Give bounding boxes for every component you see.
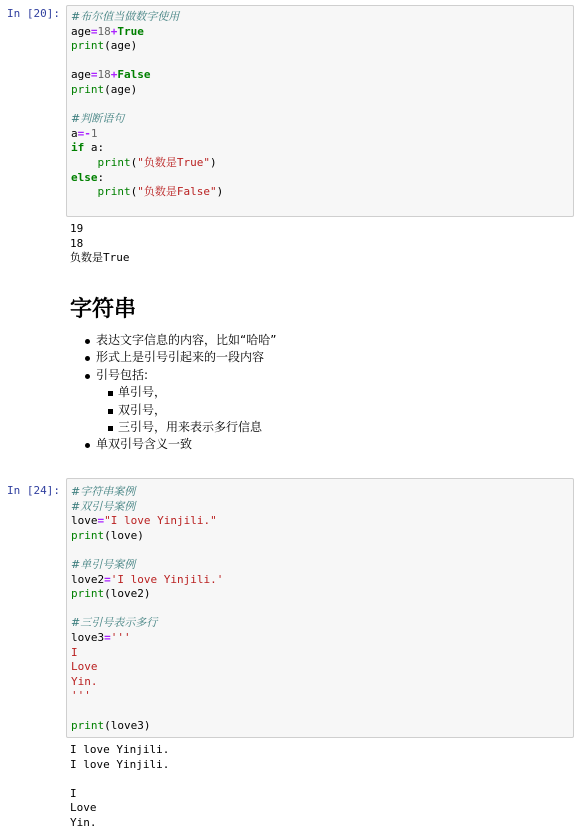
- code-line: [71, 543, 569, 558]
- code-token: love2: [71, 572, 105, 586]
- code-line: [71, 573, 569, 588]
- code-token: love: [71, 514, 98, 528]
- bullet-list: [70, 332, 276, 454]
- code-token: +: [110, 68, 118, 82]
- code-token: print: [71, 39, 105, 53]
- cell-output: [70, 222, 130, 266]
- code-line: [71, 112, 569, 127]
- list-item: 双引号，: [70, 402, 276, 419]
- markdown-cell: [70, 296, 276, 454]
- code-token: if: [71, 141, 85, 155]
- code-line: [71, 616, 569, 631]
- code-line: [71, 98, 569, 113]
- code-token: (love): [104, 528, 144, 542]
- code-line: [71, 587, 569, 602]
- code-token: "I love Yinjili.": [104, 514, 217, 528]
- code-line: [71, 25, 569, 40]
- code-token: #布尔值当做数字使用: [71, 10, 180, 23]
- code-token: =: [104, 572, 111, 586]
- output-line: Yin.: [70, 815, 97, 829]
- list-item: 单双引号含义一致: [70, 436, 276, 453]
- cell-prompt: In [24]:: [7, 484, 60, 497]
- code-token: print: [71, 587, 105, 601]
- code-token: I: [71, 645, 78, 659]
- code-line: [71, 602, 569, 617]
- code-input-area[interactable]: [66, 478, 574, 738]
- code-token: "负数是True": [137, 155, 210, 169]
- output-line: 负数是True: [70, 251, 130, 265]
- code-line: [71, 185, 569, 200]
- list-item: 三引号，用来表示多行信息: [70, 419, 276, 436]
- code-token: 18: [97, 24, 111, 38]
- code-line: [71, 10, 569, 25]
- code-token: else: [71, 170, 98, 184]
- code-token: a: [71, 126, 78, 140]
- code-line: [71, 500, 569, 515]
- code-line: [71, 39, 569, 54]
- list-item: 引号包括:: [70, 367, 276, 384]
- code-token: =: [90, 68, 98, 82]
- code-token: False: [117, 68, 151, 82]
- code-line: [71, 529, 569, 544]
- code-line: [71, 127, 569, 142]
- code-token: #判断语句: [71, 112, 125, 126]
- code-token: (love2): [104, 587, 151, 601]
- code-token: =-: [77, 126, 91, 140]
- code-token: [71, 156, 98, 169]
- code-token: True: [117, 24, 144, 38]
- list-item: 形式上是引号引起来的一段内容: [70, 349, 276, 366]
- code-line: [71, 631, 569, 646]
- code-token: (age): [104, 82, 138, 96]
- code-line: [71, 689, 569, 704]
- output-line: I love Yinjili.: [70, 757, 170, 771]
- code-line: [71, 675, 569, 690]
- code-token: (age): [104, 39, 138, 53]
- code-token: :: [97, 170, 105, 184]
- output-line: 18: [70, 236, 84, 250]
- code-line: [71, 68, 569, 83]
- output-line: I love Yinjili.: [70, 743, 170, 756]
- code-token: 18: [97, 68, 111, 82]
- code-token: (: [130, 155, 138, 169]
- code-token: ): [216, 185, 224, 199]
- code-token: [71, 185, 98, 198]
- code-token: #单引号案例: [71, 557, 136, 571]
- section-heading: 字符串: [70, 297, 137, 322]
- code-editor[interactable]: [71, 10, 569, 200]
- code-token: +: [110, 24, 118, 38]
- code-line: [71, 514, 569, 529]
- code-token: "负数是False": [137, 185, 217, 199]
- code-cell-20[interactable]: [0, 5, 576, 217]
- code-token: print: [71, 528, 105, 542]
- code-line: [71, 141, 569, 156]
- code-token: #双引号案例: [71, 499, 136, 513]
- code-token: Yin.: [71, 674, 98, 688]
- code-token: =: [90, 24, 98, 38]
- code-line: [71, 704, 569, 719]
- code-token: print: [71, 718, 105, 732]
- code-line: [71, 719, 569, 734]
- code-line: [71, 54, 569, 69]
- code-cell-24[interactable]: [0, 478, 576, 738]
- code-token: print: [97, 185, 131, 199]
- code-token: ''': [110, 630, 131, 644]
- code-token: ): [210, 155, 217, 169]
- code-line: [71, 660, 569, 675]
- code-token: love3: [71, 630, 105, 644]
- code-line: [71, 485, 569, 500]
- list-item: 表达文字信息的内容，比如“哈哈”: [70, 332, 276, 349]
- code-token: Love: [71, 660, 98, 674]
- code-token: 'I love Yinjili.': [110, 572, 224, 586]
- cell-prompt: In [20]:: [7, 7, 60, 20]
- code-token: (: [130, 185, 138, 199]
- output-line: 19: [70, 222, 84, 235]
- list-item: 单引号，: [70, 384, 276, 401]
- code-token: 1: [90, 126, 98, 140]
- output-line: [70, 772, 169, 787]
- code-token: =: [104, 630, 111, 644]
- code-token: age: [71, 24, 91, 38]
- code-token: age: [71, 68, 91, 82]
- code-token: a:: [84, 141, 105, 155]
- code-token: #字符串案例: [71, 485, 136, 498]
- code-line: [71, 558, 569, 573]
- code-input-area[interactable]: [66, 5, 574, 217]
- code-line: [71, 171, 569, 186]
- code-token: =: [97, 514, 105, 528]
- code-token: (love3): [104, 718, 151, 732]
- output-line: I: [70, 786, 77, 800]
- code-line: [71, 83, 569, 98]
- code-editor[interactable]: [71, 485, 569, 733]
- code-token: #三引号表示多行: [71, 616, 158, 630]
- code-token: ''': [71, 689, 91, 703]
- code-token: print: [71, 82, 105, 96]
- code-line: [71, 646, 569, 661]
- code-line: [71, 156, 569, 171]
- output-line: Love: [70, 801, 97, 815]
- cell-output: [70, 743, 169, 831]
- code-token: print: [97, 155, 131, 169]
